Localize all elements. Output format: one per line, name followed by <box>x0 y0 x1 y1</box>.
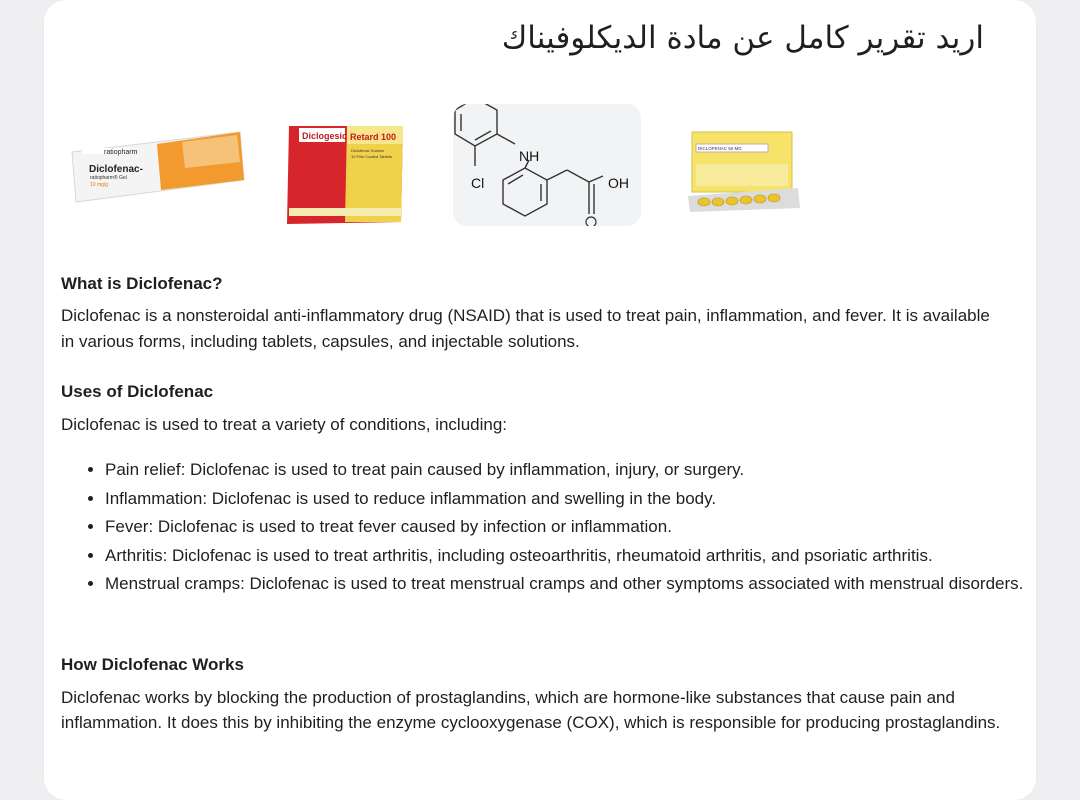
diclofenac-blister-pack-image[interactable] <box>676 104 806 226</box>
section-body-how: Diclofenac works by blocking the production of prostaglandins, which are hormone-like substances that cause pain and inflammation. It does this by inhibiting the enzyme cyclooxygenase (COX), which is responsible for producing prostaglandins. <box>61 688 1001 732</box>
list-item: • Fever: Diclofenac is used to treat fever caused by infection or inflammation. <box>105 513 1025 542</box>
diclofenac-gel-box-image[interactable] <box>62 104 252 226</box>
list-item: • Pain relief: Diclofenac is used to treat pain caused by inflammation, injury, or surgery. <box>105 456 1025 485</box>
diclogesic-retard-box-image[interactable] <box>285 104 435 226</box>
section-title-uses: Uses of Diclofenac <box>61 382 214 401</box>
gel-box-sub: ratiopharm® Gel <box>90 175 127 181</box>
section-body-what: Diclofenac is a nonsteroidal anti-inflammatory drug (NSAID) that is used to treat pain, inflammation, and fever. It is available in various forms, including tablets, capsules, and injectable solutions. <box>61 306 990 351</box>
diclogesic-product: Retard 100 <box>350 132 397 142</box>
structure-oh: OH <box>608 175 629 191</box>
gel-box-product: Diclofenac- <box>89 164 143 175</box>
structure-nh: NH <box>519 148 540 164</box>
uses-list <box>87 456 1025 599</box>
structure-cl: Cl <box>471 175 485 191</box>
section-intro-uses: Diclofenac is used to treat a variety of conditions, including: <box>61 415 508 434</box>
user-query: اريد تقرير كامل عن مادة الديكلوفيناك <box>501 20 984 56</box>
list-item: • Inflammation: Diclofenac is used to reduce inflammation and swelling in the body. <box>105 485 1025 514</box>
diclofenac-structure-image[interactable] <box>453 104 641 226</box>
diclogesic-sub2: 10 Film Coated Tablets <box>351 154 392 159</box>
blister-label: DICLOFENAC 50 MG <box>698 146 742 151</box>
list-item: • Arthritis: Diclofenac is used to treat arthritis, including osteoarthritis, rheumatoid arthritis, and psoriatic arthritis. <box>105 542 1025 571</box>
diclogesic-brand: Diclogesic <box>302 131 348 141</box>
gel-box-dose: 10 mg/g <box>90 182 109 188</box>
section-title-what: What is Diclofenac? <box>61 274 223 293</box>
section-title-how: How Diclofenac Works <box>61 655 244 674</box>
gel-box-brand: ratiopharm <box>104 149 138 156</box>
diclogesic-sub: Diclofenac Sodium <box>351 148 385 153</box>
list-item: • Menstrual cramps: Diclofenac is used to treat menstrual cramps and other symptoms associated with menstrual disorders. <box>105 570 1025 599</box>
